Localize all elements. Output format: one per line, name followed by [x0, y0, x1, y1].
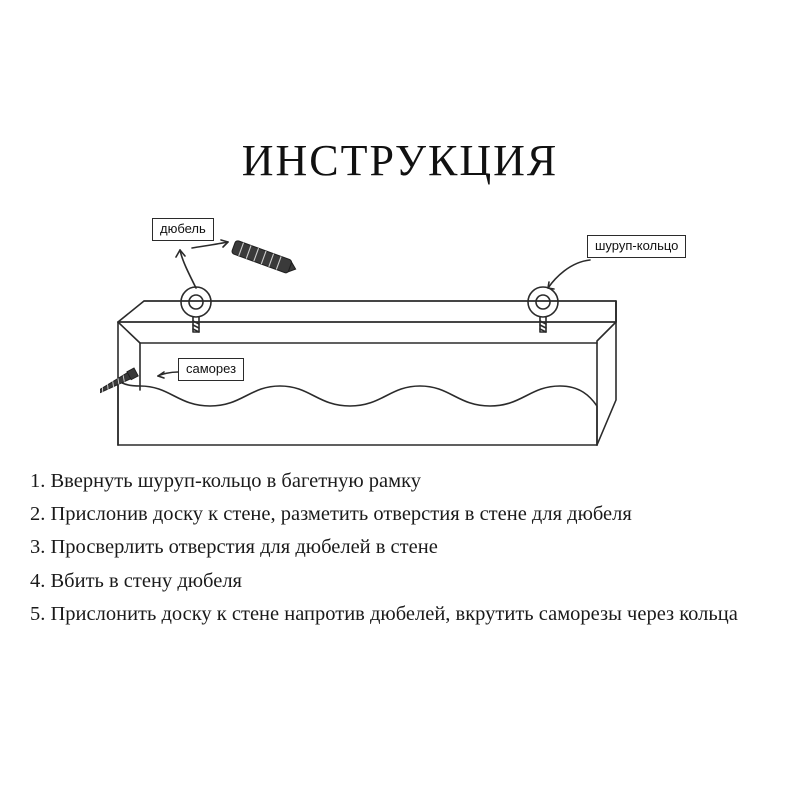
list-item — [30, 534, 780, 560]
step-number: 4. — [30, 569, 46, 592]
step-text: Прислонив доску к стене, разметить отверстия в стене для дюбеля — [50, 503, 632, 526]
dowel-illustration — [231, 240, 298, 276]
shelf-scallop-profile — [140, 386, 597, 445]
callout-ring-screw: шуруп-кольцо — [587, 235, 686, 258]
step-text: Прислонить доску к стене напротив дюбелей, вкрутить саморезы через кольца — [50, 602, 738, 625]
callout-self-tapping-screw: саморез — [178, 358, 244, 381]
screw-illustration — [100, 368, 138, 397]
list-item — [30, 568, 780, 594]
callout-dowel: дюбель — [152, 218, 214, 241]
shelf-diagram — [100, 200, 720, 450]
step-number: 3. — [30, 536, 46, 559]
list-item — [30, 601, 780, 627]
steps-list — [30, 468, 780, 634]
step-number: 1. — [30, 470, 46, 492]
leader-left-ring — [180, 250, 196, 288]
leader-ring-screw — [548, 260, 590, 288]
shelf-bottom-left — [118, 380, 140, 445]
step-number: 5. — [30, 602, 46, 625]
ring-screw-left — [181, 287, 211, 332]
list-item — [30, 501, 780, 527]
step-number: 2. — [30, 503, 46, 526]
step-text: Просверлить отверстия для дюбелей в стене — [50, 536, 438, 559]
step-text: Вбить в стену дюбеля — [50, 569, 242, 592]
ring-screw-right — [528, 287, 558, 332]
step-text: Ввернуть шуруп-кольцо в багетную рамку — [50, 470, 422, 492]
page-title: ИНСТРУКЦИЯ — [241, 136, 559, 185]
list-item — [30, 468, 780, 494]
